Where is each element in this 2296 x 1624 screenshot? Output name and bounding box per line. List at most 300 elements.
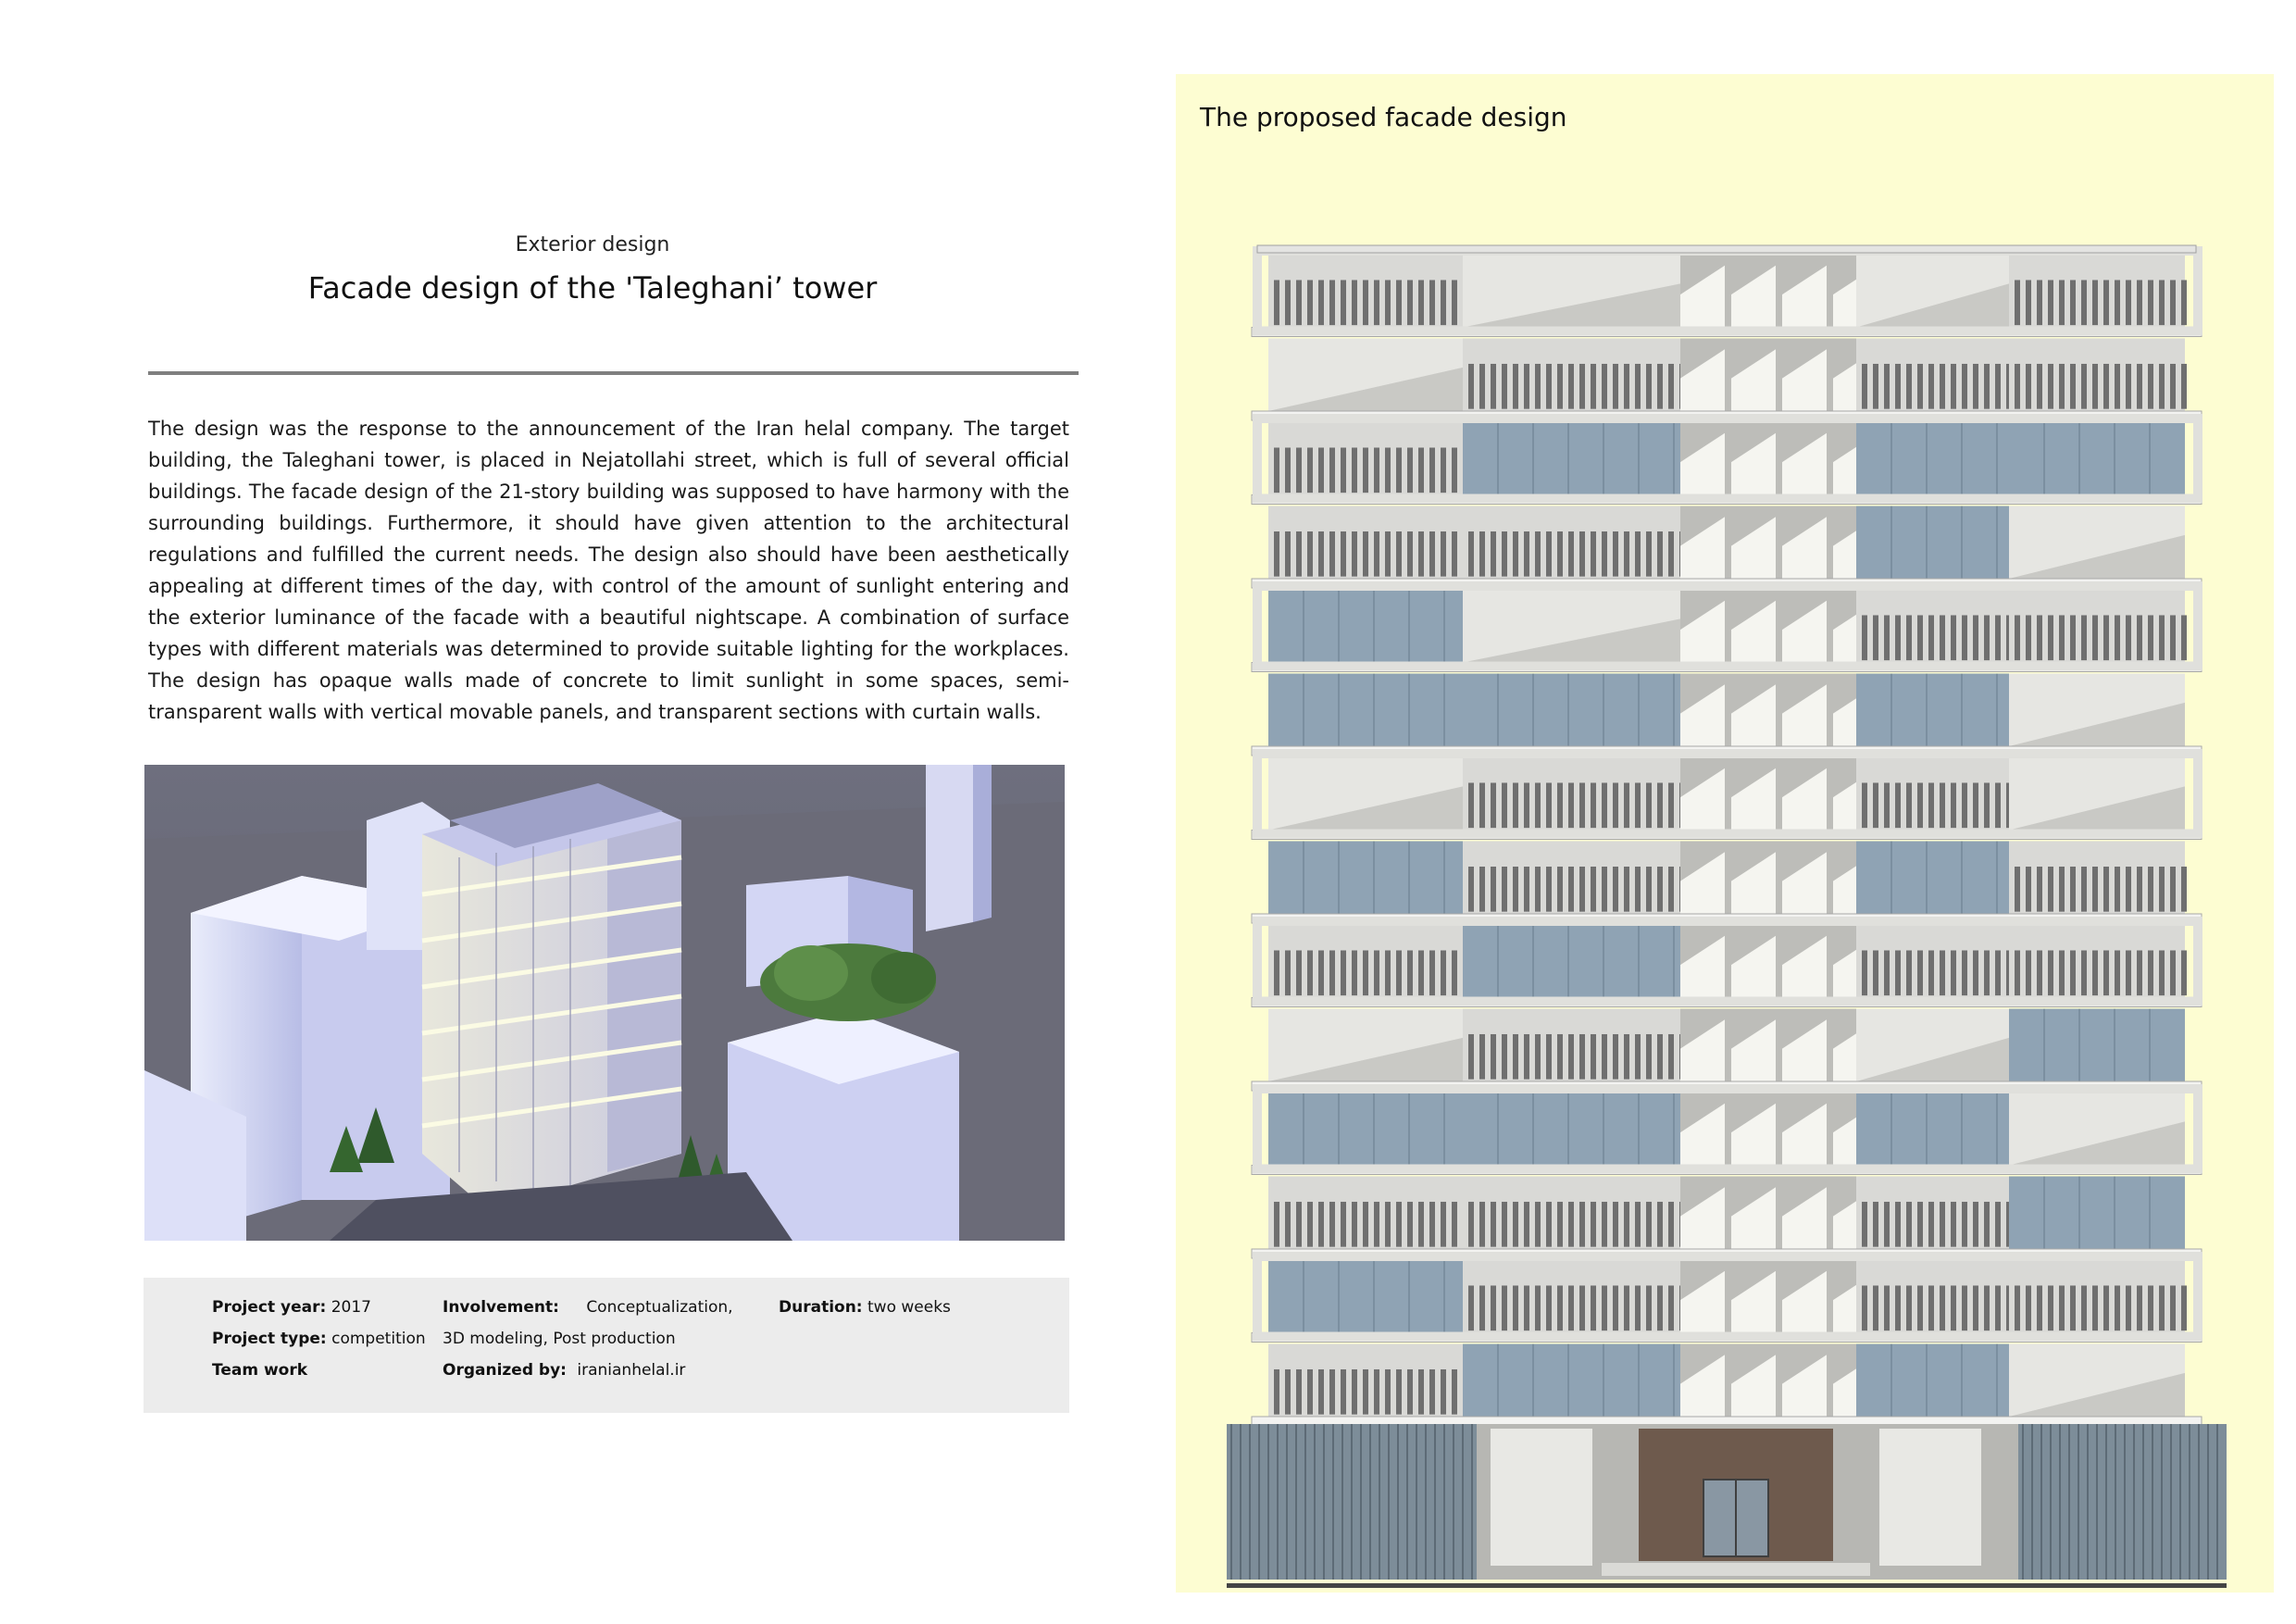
- louver-blade: [1285, 447, 1291, 493]
- louver-blade: [1363, 950, 1368, 995]
- louver-blade: [1329, 950, 1335, 995]
- glass-panel: [1856, 842, 2009, 915]
- louver-blade: [1668, 867, 1674, 912]
- louver-blade: [1363, 447, 1368, 493]
- louver-blade: [1962, 615, 1967, 660]
- louver-blade: [1363, 1202, 1368, 1247]
- louver-blade: [1341, 280, 1346, 325]
- louver-blade: [2037, 1285, 2042, 1330]
- louver-blade: [2092, 950, 2098, 995]
- louver-blade: [2048, 950, 2053, 995]
- louver-blade: [1396, 531, 1402, 577]
- louver-blade: [1895, 1285, 1901, 1330]
- glass-panel: [1463, 422, 1680, 495]
- louver-blade: [1452, 950, 1457, 995]
- louver-blade: [1363, 1369, 1368, 1415]
- louver-blade: [1318, 950, 1324, 995]
- louver-blade: [1668, 364, 1674, 409]
- louver-blade: [1984, 950, 1990, 995]
- louver-blade: [1657, 364, 1663, 409]
- louver-blade: [1524, 782, 1529, 828]
- louver-blade: [2026, 1285, 2031, 1330]
- louver-blade: [2126, 280, 2131, 325]
- louver-blade: [1995, 1202, 2001, 1247]
- louver-blade: [1429, 950, 1435, 995]
- louver-blade: [1613, 364, 1618, 409]
- louver-blade: [1928, 615, 1934, 660]
- project-year-row: [212, 1298, 371, 1317]
- left-page: [0, 0, 1111, 1624]
- louver-blade: [1341, 1369, 1346, 1415]
- louver-blade: [2048, 364, 2053, 409]
- louver-blade: [1352, 531, 1357, 577]
- louver-blade: [2070, 364, 2076, 409]
- louver-blade: [1274, 1369, 1279, 1415]
- louver-blade: [1513, 1202, 1518, 1247]
- louver-blade: [1546, 867, 1552, 912]
- glass-panel: [1268, 674, 1463, 747]
- louver-blade: [1418, 1369, 1424, 1415]
- louver-blade: [1624, 1034, 1629, 1080]
- louver-blade: [1318, 280, 1324, 325]
- louver-blade: [2059, 280, 2065, 325]
- louver-blade: [1452, 1202, 1457, 1247]
- louver-blade: [2015, 615, 2020, 660]
- louver-blade: [2070, 1285, 2076, 1330]
- louver-blade: [1407, 1202, 1413, 1247]
- louver-blade: [1613, 1034, 1618, 1080]
- louver-blade: [1502, 782, 1507, 828]
- louver-blade: [1396, 1202, 1402, 1247]
- louver-blade: [1468, 531, 1474, 577]
- louver-blade: [1352, 447, 1357, 493]
- louver-blade: [1307, 1369, 1313, 1415]
- project-year-label: Project year:: [212, 1298, 327, 1317]
- title-divider: [148, 371, 1079, 375]
- louver-blade: [1396, 950, 1402, 995]
- louver-blade: [1502, 1202, 1507, 1247]
- louver-blade: [1862, 615, 1867, 660]
- duration-value: two weeks: [867, 1298, 951, 1317]
- louver-blade: [1374, 280, 1379, 325]
- louver-blade: [2048, 280, 2053, 325]
- louver-blade: [2181, 950, 2187, 995]
- louver-blade: [1962, 1285, 1967, 1330]
- louver-blade: [1535, 867, 1541, 912]
- louver-blade: [1374, 447, 1379, 493]
- louver-blade: [1441, 1202, 1446, 1247]
- glass-panel: [2009, 1009, 2185, 1082]
- louver-blade: [1274, 280, 1279, 325]
- louver-blade: [1917, 1285, 1923, 1330]
- louver-blade: [1513, 867, 1518, 912]
- organized-value: iranianhelal.ir: [577, 1361, 686, 1380]
- louver-blade: [1535, 364, 1541, 409]
- organized-row: [443, 1361, 685, 1380]
- louver-blade: [2181, 1285, 2187, 1330]
- louver-blade: [1568, 531, 1574, 577]
- glass-panel: [1463, 674, 1680, 747]
- louver-blade: [1940, 364, 1945, 409]
- louver-blade: [1568, 867, 1574, 912]
- louver-blade: [1602, 1202, 1607, 1247]
- louver-blade: [1579, 1285, 1585, 1330]
- louver-blade: [1285, 950, 1291, 995]
- louver-blade: [1579, 531, 1585, 577]
- project-type-label: Project type:: [212, 1330, 327, 1348]
- louver-blade: [2148, 615, 2153, 660]
- louver-blade: [1646, 1034, 1652, 1080]
- louver-blade: [1285, 1369, 1291, 1415]
- louver-blade: [1962, 950, 1967, 995]
- louver-blade: [1535, 1285, 1541, 1330]
- louver-blade: [1657, 782, 1663, 828]
- louver-blade: [1884, 615, 1890, 660]
- louver-blade: [1546, 364, 1552, 409]
- louver-blade: [1468, 782, 1474, 828]
- louver-blade: [1557, 782, 1563, 828]
- louver-blade: [1591, 364, 1596, 409]
- louver-blade: [1940, 615, 1945, 660]
- louver-blade: [2148, 867, 2153, 912]
- team-label: Team work: [212, 1361, 308, 1380]
- louver-blade: [1429, 531, 1435, 577]
- louver-blade: [1906, 782, 1912, 828]
- louver-blade: [2037, 867, 2042, 912]
- louver-blade: [2059, 867, 2065, 912]
- louver-blade: [1591, 867, 1596, 912]
- louver-blade: [1429, 1202, 1435, 1247]
- glass-panel: [1856, 1344, 2009, 1418]
- louver-blade: [1374, 1202, 1379, 1247]
- louver-blade: [1385, 531, 1391, 577]
- louver-blade: [1568, 364, 1574, 409]
- louver-blade: [1385, 1202, 1391, 1247]
- louver-blade: [1928, 782, 1934, 828]
- louver-blade: [1407, 1369, 1413, 1415]
- louver-blade: [1479, 782, 1485, 828]
- louver-blade: [1917, 364, 1923, 409]
- louver-blade: [2115, 615, 2120, 660]
- louver-blade: [1524, 1202, 1529, 1247]
- louver-blade: [1418, 950, 1424, 995]
- louver-blade: [1951, 782, 1956, 828]
- louver-blade: [1491, 1285, 1496, 1330]
- louver-blade: [2181, 867, 2187, 912]
- louver-blade: [2137, 1285, 2142, 1330]
- louver-blade: [2103, 950, 2109, 995]
- louver-blade: [1624, 867, 1629, 912]
- louver-blade: [1951, 1202, 1956, 1247]
- louver-blade: [1329, 1369, 1335, 1415]
- louver-blade: [2059, 364, 2065, 409]
- louver-blade: [1568, 1202, 1574, 1247]
- louver-blade: [1995, 364, 2001, 409]
- louver-blade: [1341, 1202, 1346, 1247]
- louver-blade: [1407, 531, 1413, 577]
- section-subtitle: Exterior design: [515, 233, 670, 256]
- louver-blade: [1602, 531, 1607, 577]
- louver-blade: [1873, 615, 1878, 660]
- louver-blade: [1917, 615, 1923, 660]
- louver-blade: [1535, 1034, 1541, 1080]
- louver-blade: [1984, 782, 1990, 828]
- louver-blade: [1524, 364, 1529, 409]
- facade-panel: [1176, 74, 2274, 1593]
- louver-blade: [1862, 782, 1867, 828]
- glass-panel: [2009, 1177, 2185, 1250]
- project-info-panel: [144, 1278, 1069, 1413]
- louver-blade: [2059, 950, 2065, 995]
- louver-blade: [1296, 447, 1302, 493]
- louver-blade: [2159, 1285, 2165, 1330]
- louver-blade: [1329, 447, 1335, 493]
- louver-blade: [1296, 1202, 1302, 1247]
- louver-blade: [1873, 1285, 1878, 1330]
- louver-blade: [1285, 280, 1291, 325]
- louver-blade: [2015, 1285, 2020, 1330]
- louver-blade: [1928, 364, 1934, 409]
- ground-line: [1227, 1583, 2227, 1588]
- louver-blade: [2081, 280, 2087, 325]
- louver-blade: [1479, 531, 1485, 577]
- louver-blade: [1385, 950, 1391, 995]
- louver-blade: [1374, 950, 1379, 995]
- louver-blade: [2081, 364, 2087, 409]
- louver-blade: [1546, 531, 1552, 577]
- entrance-steps: [1602, 1563, 1870, 1576]
- louver-blade: [1491, 364, 1496, 409]
- glass-panel: [1856, 1093, 2009, 1166]
- louver-blade: [1502, 531, 1507, 577]
- louver-blade: [1285, 1202, 1291, 1247]
- louver-blade: [2070, 615, 2076, 660]
- louver-blade: [2092, 364, 2098, 409]
- louver-blade: [2115, 1285, 2120, 1330]
- louver-blade: [1973, 1285, 1978, 1330]
- louver-blade: [1602, 782, 1607, 828]
- louver-blade: [1318, 447, 1324, 493]
- project-type-value: competition: [331, 1330, 426, 1348]
- louver-blade: [1296, 280, 1302, 325]
- louver-blade: [1385, 447, 1391, 493]
- louver-blade: [2126, 950, 2131, 995]
- louver-blade: [1568, 782, 1574, 828]
- louver-blade: [2181, 615, 2187, 660]
- duration-row: [779, 1298, 951, 1317]
- louver-blade: [1895, 950, 1901, 995]
- louver-blade: [1524, 1034, 1529, 1080]
- louver-blade: [1973, 364, 1978, 409]
- louver-blade: [1418, 280, 1424, 325]
- stone-pillar-right: [1879, 1429, 1981, 1566]
- louver-blade: [2126, 615, 2131, 660]
- louver-blade: [1906, 1285, 1912, 1330]
- louver-blade: [2181, 364, 2187, 409]
- louver-blade: [1296, 1369, 1302, 1415]
- louver-blade: [2126, 867, 2131, 912]
- louver-blade: [1418, 531, 1424, 577]
- louver-blade: [2092, 867, 2098, 912]
- louver-blade: [2026, 364, 2031, 409]
- louver-blade: [1591, 531, 1596, 577]
- louver-blade: [1396, 280, 1402, 325]
- louver-blade: [2137, 867, 2142, 912]
- louver-blade: [1884, 782, 1890, 828]
- louver-blade: [1635, 364, 1641, 409]
- louver-blade: [1396, 1369, 1402, 1415]
- louver-blade: [1307, 950, 1313, 995]
- louver-blade: [1928, 1202, 1934, 1247]
- louver-blade: [2137, 364, 2142, 409]
- louver-blade: [1329, 531, 1335, 577]
- louver-blade: [1557, 364, 1563, 409]
- louver-blade: [1862, 950, 1867, 995]
- louver-blade: [2059, 615, 2065, 660]
- louver-blade: [1307, 531, 1313, 577]
- louver-blade: [1557, 1202, 1563, 1247]
- louver-blade: [2048, 615, 2053, 660]
- louver-blade: [1285, 531, 1291, 577]
- louver-blade: [1646, 531, 1652, 577]
- louver-blade: [1635, 782, 1641, 828]
- involvement-label: Involvement:: [443, 1298, 559, 1317]
- louver-blade: [1363, 531, 1368, 577]
- louver-blade: [2181, 280, 2187, 325]
- louver-blade: [1951, 1285, 1956, 1330]
- louver-blade: [1668, 531, 1674, 577]
- louver-blade: [1873, 950, 1878, 995]
- louver-blade: [1624, 1202, 1629, 1247]
- louver-blade: [1895, 1202, 1901, 1247]
- louver-blade: [1984, 1202, 1990, 1247]
- louver-blade: [1318, 1202, 1324, 1247]
- louver-blade: [1452, 1369, 1457, 1415]
- louver-blade: [1928, 950, 1934, 995]
- louver-blade: [2137, 615, 2142, 660]
- louver-blade: [2170, 364, 2176, 409]
- louver-blade: [1479, 1285, 1485, 1330]
- glass-panel: [1268, 590, 1463, 663]
- louver-blade: [2070, 867, 2076, 912]
- louver-blade: [1657, 1202, 1663, 1247]
- louver-blade: [1557, 531, 1563, 577]
- louver-blade: [1668, 1285, 1674, 1330]
- louver-blade: [1352, 280, 1357, 325]
- louver-blade: [1995, 1285, 2001, 1330]
- louver-blade: [1468, 1034, 1474, 1080]
- involvement-value-line2: 3D modeling, Post production: [443, 1330, 676, 1348]
- louver-blade: [1646, 1285, 1652, 1330]
- louver-blade: [1579, 782, 1585, 828]
- louver-blade: [1895, 364, 1901, 409]
- louver-blade: [1307, 280, 1313, 325]
- louver-blade: [1862, 364, 1867, 409]
- louver-blade: [1296, 531, 1302, 577]
- louver-blade: [1884, 364, 1890, 409]
- louver-blade: [1951, 364, 1956, 409]
- louver-blade: [1468, 1202, 1474, 1247]
- louver-blade: [1635, 531, 1641, 577]
- louver-blade: [2159, 364, 2165, 409]
- louver-blade: [1668, 1202, 1674, 1247]
- louver-blade: [2015, 364, 2020, 409]
- tower-3d-render-image: [144, 765, 1065, 1241]
- louver-blade: [1318, 1369, 1324, 1415]
- louver-blade: [1513, 364, 1518, 409]
- glass-panel: [2009, 422, 2185, 495]
- louver-blade: [1973, 615, 1978, 660]
- louver-blade: [2070, 950, 2076, 995]
- louver-blade: [1579, 364, 1585, 409]
- louver-blade: [1557, 867, 1563, 912]
- glass-panel: [1463, 1093, 1680, 1166]
- louver-blade: [1341, 531, 1346, 577]
- louver-blade: [1917, 782, 1923, 828]
- louver-blade: [1646, 1202, 1652, 1247]
- louver-blade: [2048, 867, 2053, 912]
- louver-blade: [1895, 782, 1901, 828]
- louver-blade: [1491, 1034, 1496, 1080]
- project-year-value: 2017: [331, 1298, 371, 1317]
- louver-blade: [1995, 615, 2001, 660]
- glass-panel: [1856, 506, 2009, 580]
- louver-blade: [2070, 280, 2076, 325]
- louver-blade: [1479, 1202, 1485, 1247]
- louver-blade: [1962, 1202, 1967, 1247]
- louver-blade: [2037, 950, 2042, 995]
- louver-blade: [2115, 950, 2120, 995]
- louver-blade: [2170, 950, 2176, 995]
- louver-blade: [1274, 950, 1279, 995]
- louver-blade: [2148, 280, 2153, 325]
- louver-blade: [1441, 447, 1446, 493]
- duration-label: Duration:: [779, 1298, 863, 1317]
- louver-blade: [2148, 364, 2153, 409]
- louver-blade: [1374, 531, 1379, 577]
- louver-blade: [1568, 1034, 1574, 1080]
- louver-blade: [1635, 1285, 1641, 1330]
- louver-blade: [1917, 1202, 1923, 1247]
- louver-blade: [1906, 950, 1912, 995]
- louver-blade: [1624, 364, 1629, 409]
- louver-blade: [2048, 1285, 2053, 1330]
- louver-blade: [1418, 447, 1424, 493]
- louver-blade: [2103, 615, 2109, 660]
- louver-blade: [1973, 782, 1978, 828]
- louver-blade: [2115, 280, 2120, 325]
- louver-blade: [1579, 1202, 1585, 1247]
- louver-blade: [1441, 280, 1446, 325]
- louver-blade: [1491, 531, 1496, 577]
- roof-parapet: [1257, 245, 2196, 253]
- louver-blade: [1940, 950, 1945, 995]
- louver-blade: [2026, 950, 2031, 995]
- louver-blade: [1546, 1285, 1552, 1330]
- louver-blade: [1940, 1285, 1945, 1330]
- louver-blade: [1557, 1034, 1563, 1080]
- louver-blade: [1602, 1034, 1607, 1080]
- louver-blade: [2092, 280, 2098, 325]
- louver-blade: [1502, 364, 1507, 409]
- louver-blade: [1646, 867, 1652, 912]
- louver-blade: [2081, 1285, 2087, 1330]
- louver-blade: [1613, 531, 1618, 577]
- louver-blade: [1385, 1369, 1391, 1415]
- louver-blade: [1513, 1285, 1518, 1330]
- louver-blade: [2170, 867, 2176, 912]
- louver-blade: [1884, 950, 1890, 995]
